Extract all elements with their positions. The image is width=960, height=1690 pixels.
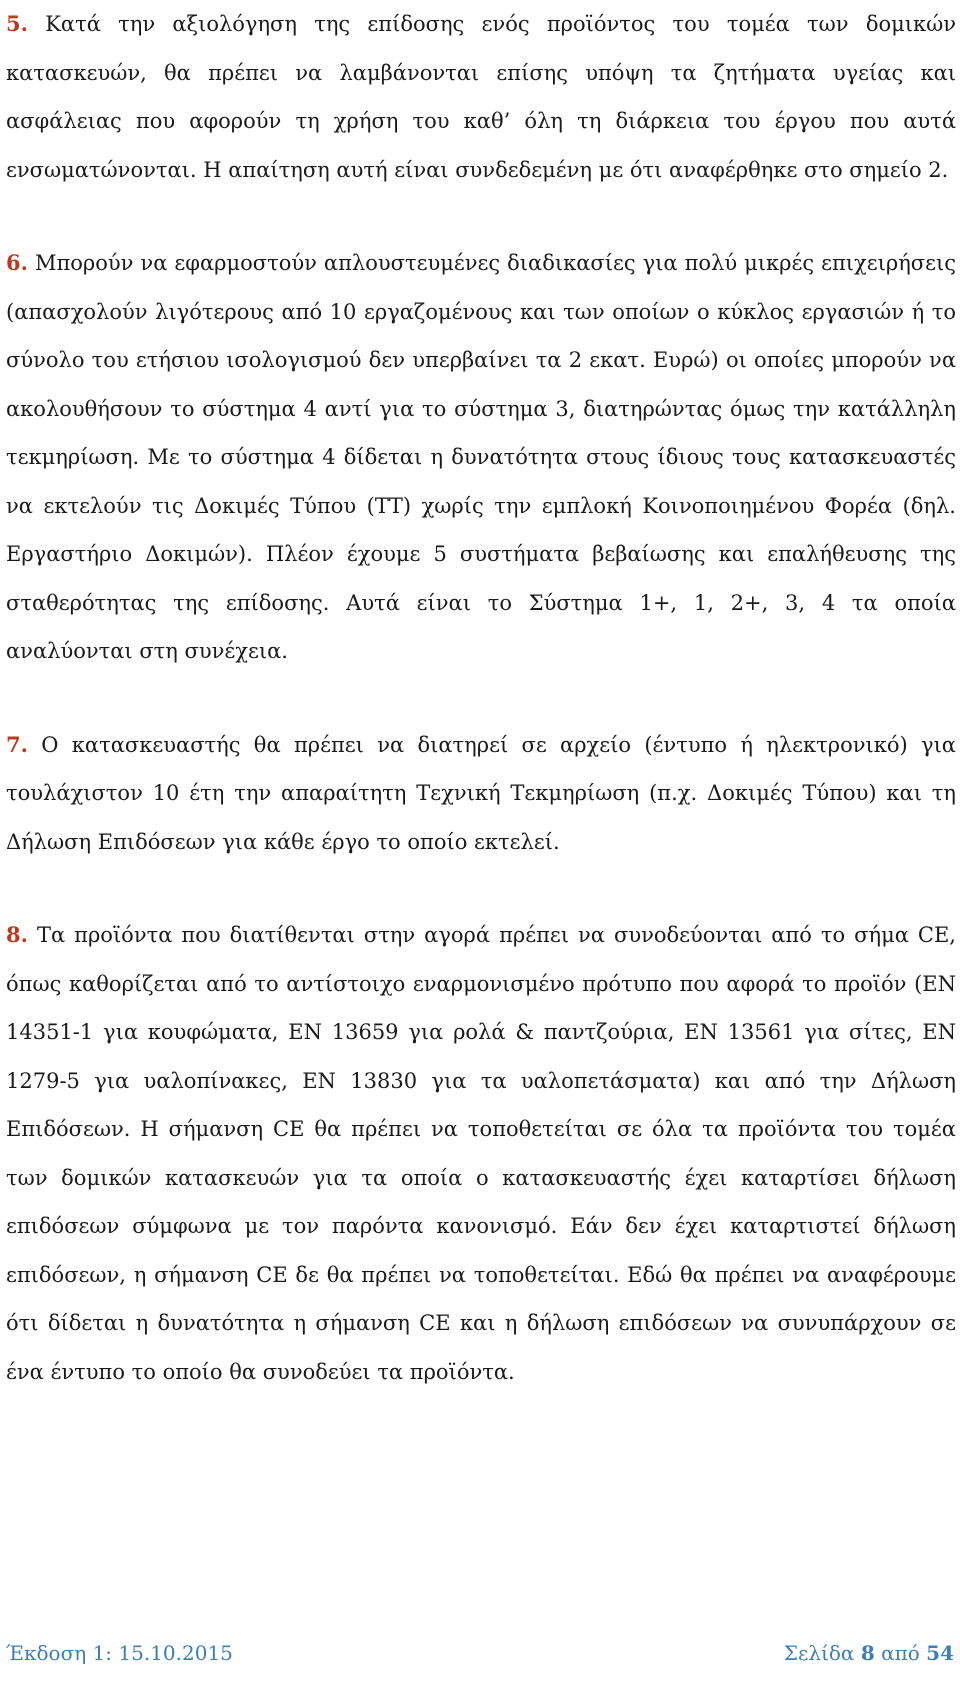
paragraph-number: 8. — [6, 922, 28, 947]
paragraph-text: Ο κατασκευαστής θα πρέπει να διατηρεί σε αρχείο (έντυπο ή ηλεκτρονικό) για τουλάχιστον 10 έτη την απαραίτητη Τεχνική Τεκμηρίωση (π.χ. Δοκιμές Τύπου) και τη Δήλωση Επιδόσεων για κάθε έργο το οποίο εκτελεί. — [6, 732, 956, 854]
paragraph-text: Μπορούν να εφαρμοστούν απλουστευμένες διαδικασίες για πολύ μικρές επιχειρήσεις (απασχολούν λιγότερους από 10 εργαζομένους και των οποίων ο κύκλος εργασιών ή το σύνολο του ετήσιου ισολογισμού δεν υπερβαίνει τα 2 εκατ. Ευρώ) οι οποίες μπορούν να ακολουθήσουν το σύστημα 4 αντί για το σύστημα 3, διατηρώντας όμως την κατάλληλη τεκμηρίωση. Με το σύστημα 4 δίδεται η δυνατότητα στους ίδιους τους κατασκευαστές να εκτελούν τις Δοκιμές Τύπου (ΤΤ) χωρίς την εμπλοκή Κοινοποιημένου Φορέα (δηλ. Εργαστήριο Δοκιμών). Πλέον έχουμε 5 συστήματα βεβαίωσης και επαλήθευσης της σταθερότητας της επίδοσης. Αυτά είναι το Σύστημα 1+, 1, 2+, 3, 4 τα οποία αναλύονται στη συνέχεια. — [6, 251, 956, 663]
paragraph-number: 7. — [6, 731, 28, 757]
edition-label: Έκδοση 1: 15.10.2015 — [6, 1641, 233, 1665]
paragraph-8 — [6, 911, 956, 1396]
document-body — [6, 0, 956, 1441]
paragraph-5 — [6, 0, 956, 194]
page-current: 8 — [860, 1641, 875, 1665]
page-footer — [6, 1641, 954, 1671]
paragraph-number: 6. — [6, 250, 28, 275]
page-total: 54 — [926, 1641, 954, 1665]
paragraph-6 — [6, 239, 956, 676]
paragraph-text: Κατά την αξιολόγηση της επίδοσης ενός προϊόντος του τομέα των δομικών κατασκευών, θα πρέπει να λαμβάνονται επίσης υπόψη τα ζητήματα υγείας και ασφάλειας που αφορούν τη χρήση του καθ’ όλη τη διάρκεια του έργου που αυτά ενσωματώνονται. Η απαίτηση αυτή είναι συνδεδεμένη με ότι αναφέρθηκε στο σημείο 2. — [6, 12, 957, 182]
page-counter — [784, 1641, 954, 1665]
paragraph-text: Τα προϊόντα που διατίθενται στην αγορά πρέπει να συνοδεύονται από το σήμα CE, όπως καθορίζεται από το αντίστοιχο εναρμονισμένο πρότυπο που αφορά το προϊόν (ΕΝ 14351-1 για κουφώματα, ΕΝ 13659 για ρολά & παντζούρια, ΕΝ 13561 για σίτες, ΕΝ 1279-5 για υαλοπίνακες, ΕΝ 13830 για τα υαλοπετάσματα) και από την Δήλωση Επιδόσεων. Η σήμανση CE θα πρέπει να τοποθετείται σε όλα τα προϊόντα του τομέα των δομικών κατασκευών για τα οποία ο κατασκευαστής έχει καταρτίσει δήλωση επιδόσεων σύμφωνα με τον παρόντα κανονισμό. Εάν δεν έχει καταρτιστεί δήλωση επιδόσεων, η σήμανση CE δε θα πρέπει να τοποθετείται. Εδώ θα πρέπει να αναφέρουμε ότι δίδεται η δυνατότητα η σήμανση CE και η δήλωση επιδόσεων να συνυπάρχουν σε ένα έντυπο το οποίο θα συνοδεύει τα προϊόντα. — [6, 923, 956, 1384]
paragraph-number: 5. — [6, 11, 28, 36]
page-of: από — [881, 1641, 920, 1665]
paragraph-7 — [6, 721, 956, 867]
page-label: Σελίδα — [783, 1641, 855, 1665]
